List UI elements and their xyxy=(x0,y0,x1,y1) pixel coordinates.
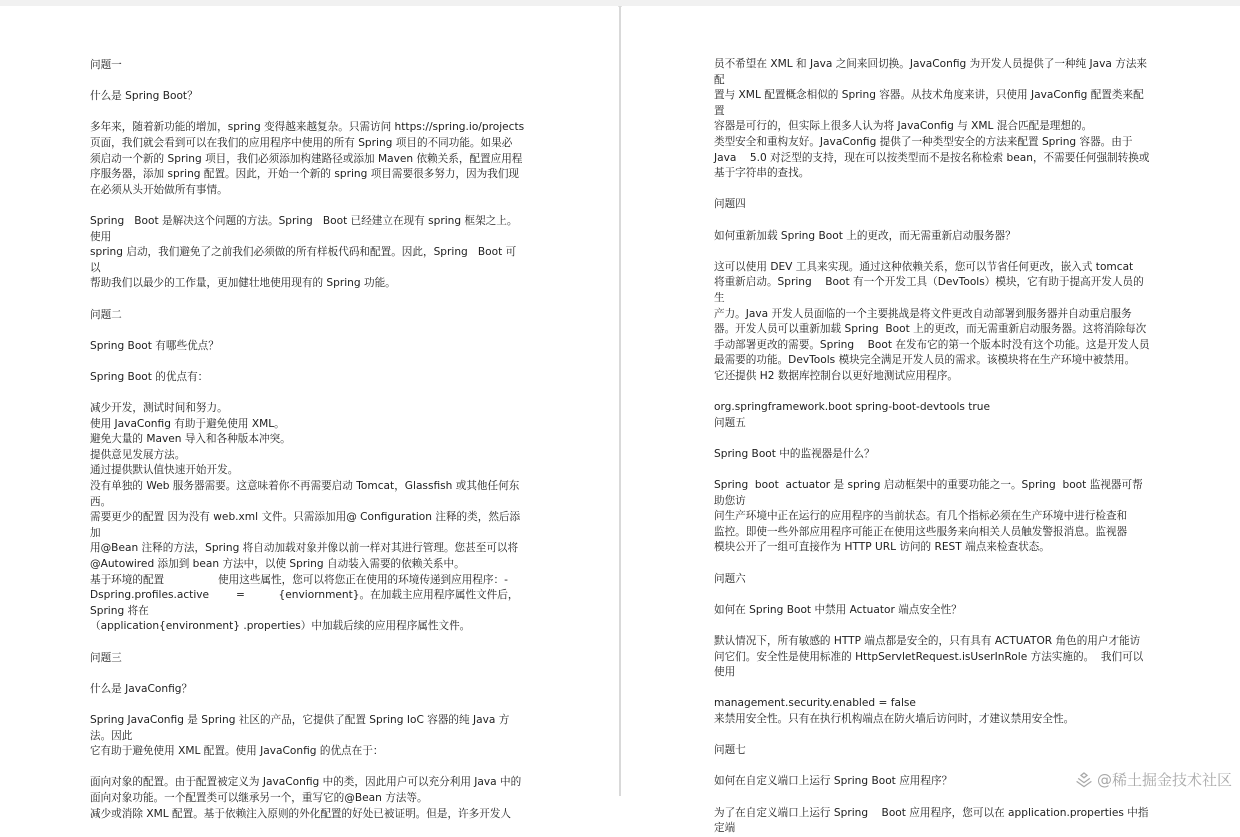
text-line: 容器是可行的，但实际上很多人认为将 JavaConfig 与 XML 混合匹配是理想的。 xyxy=(714,120,1093,133)
text-line: 序服务器，添加 spring 配置。因此，开始一个新的 spring 项目需要很多努力，因为我们现 xyxy=(90,168,520,181)
blank-line xyxy=(714,728,1150,744)
text-line: 如何重新加载 Spring Boot 上的更改，而无需重新启动服务器？ xyxy=(714,229,1016,242)
right-page-text-column xyxy=(714,57,1150,837)
text-line: 默认情况下，所有敏感的 HTTP 端点都是安全的，只有具有 ACTUATOR 角色的用户才能访 xyxy=(714,634,1141,647)
blank-line xyxy=(714,431,1150,447)
blank-line xyxy=(90,105,526,121)
text-line: 问题一 xyxy=(90,59,122,71)
blank-line xyxy=(90,760,526,776)
text-line: Spring Boot 中的监视器是什么？ xyxy=(714,447,875,460)
text-line: 类型安全和重构友好。JavaConfig 提供了一种类型安全的方法来配置 Spring 容器。由于 xyxy=(714,135,1133,148)
text-line: 基于字符串的查找。 xyxy=(714,167,810,180)
text-line: 模块公开了一组可直接作为 HTTP URL 访问的 REST 端点来检查状态。 xyxy=(714,541,1050,554)
text-line: 如何在 Spring Boot 中禁用 Actuator 端点安全性？ xyxy=(714,603,962,616)
text-line: 什么是 JavaConfig？ xyxy=(90,682,193,695)
blank-line xyxy=(714,790,1150,806)
left-page-text-column xyxy=(90,58,526,822)
blank-line xyxy=(714,244,1150,260)
text-line: （application{environment} .properties）中加载后续的应用程序属性文件。 xyxy=(90,620,471,633)
text-line: @Autowired 添加到 bean 方法中，以使 Spring 自动装入需要的依赖关系中。 xyxy=(90,558,465,570)
text-line: Spring Boot 的优点有： xyxy=(90,370,209,383)
page-divider xyxy=(619,6,621,796)
text-line: 它还提供 H2 数据库控制台以更好地测试应用程序。 xyxy=(714,369,958,382)
blank-line xyxy=(714,587,1150,603)
text-line: 须启动一个新的 Spring 项目，我们必须添加构建路径或添加 Maven 依赖关系，配置应用程 xyxy=(90,152,523,165)
text-line: 减少或消除 XML 配置。基于依赖注入原则的外化配置的好处已被证明。但是，许多开发人 xyxy=(90,807,511,820)
text-line: 为了在自定义端口上运行 Spring Boot 应用程序，您可以在 application.properties 中指定端 xyxy=(714,806,1149,835)
text-line: 问题二 xyxy=(90,308,122,321)
text-line: org.springframework.boot spring-boot-devtools true xyxy=(714,401,991,414)
blank-line xyxy=(90,635,526,651)
blank-line xyxy=(714,556,1150,572)
document-page-right xyxy=(622,6,1240,835)
blank-line xyxy=(714,462,1150,478)
text-line: Spring boot actuator 是 spring 启动框架中的重要功能之一。Spring boot 监视器可帮助您访 xyxy=(714,479,1143,507)
text-line: 用@Bean 注释的方法，Spring 将自动加载对象并像以前一样对其进行管理。您甚至可以将 xyxy=(90,542,519,555)
blank-line xyxy=(714,384,1150,400)
blank-line xyxy=(90,323,526,339)
blank-line xyxy=(90,74,526,90)
text-line: management.security.enabled = false xyxy=(714,697,916,710)
blank-line xyxy=(90,354,526,370)
text-line: 问题七 xyxy=(714,744,746,757)
text-line: 提供意见发展方法。 xyxy=(90,448,186,461)
text-line: 页面，我们就会看到可以在我们的应用程序中使用的所有 Spring 项目的不同功能。如果必 xyxy=(90,136,513,149)
text-line: 将重新启动。Spring Boot 有一个开发工具（DevTools）模块，它有助于提高开发人员的生 xyxy=(714,276,1144,304)
watermark-text: @稀土掘金技术社区 xyxy=(1096,771,1232,789)
text-line: 使用 JavaConfig 有助于避免使用 XML。 xyxy=(90,417,285,430)
text-line: 问题六 xyxy=(714,572,746,585)
text-line: 如何在自定义端口上运行 Spring Boot 应用程序？ xyxy=(714,775,953,788)
text-line: 基于环境的配置 使用这些属性，您可以将您正在使用的环境传递到应用程序：- xyxy=(90,573,508,586)
blank-line xyxy=(714,213,1150,229)
text-line: 最需要的功能。DevTools 模块完全满足开发人员的需求。该模块将在生产环境中被禁用。 xyxy=(714,354,1136,367)
blank-line xyxy=(714,618,1150,634)
text-line: 手动部署更改的需要。Spring Boot 在发布它的第一个版本时没有这个功能。这是开发人员 xyxy=(714,338,1150,351)
blank-line xyxy=(714,681,1150,697)
text-line: 问题三 xyxy=(90,651,122,664)
text-line: 面向对象功能。一个配置类可以继承另一个，重写它的@Bean 方法等。 xyxy=(90,791,428,804)
text-line: 西。 xyxy=(90,495,112,508)
text-line: 员不希望在 XML 和 Java 之间来回切换。JavaConfig 为开发人员提供了一种纯 Java 方法来配 xyxy=(714,58,1148,86)
text-line: 什么是 Spring Boot？ xyxy=(90,90,198,103)
text-line: 置与 XML 配置概念相似的 Spring 容器。从技术角度来讲，只使用 JavaConfig 配置类来配置 xyxy=(714,89,1144,117)
text-line: 器。开发人员可以重新加载 Spring Boot 上的更改，而无需重新启动服务器。这将消除每次 xyxy=(714,323,1147,336)
text-line: Dspring.profiles.active = {enviornment}。在加载主应用程序属性文件后，Spring 将在 xyxy=(90,589,519,617)
blank-line xyxy=(90,198,526,214)
text-line: 多年来，随着新功能的增加，spring 变得越来越复杂。只需访问 https://spring.io/projects xyxy=(90,121,525,134)
text-line: 它有助于避免使用 XML 配置。使用 JavaConfig 的优点在于： xyxy=(90,745,384,758)
watermark xyxy=(1075,769,1232,790)
text-line: Spring Boot 是解决这个问题的方法。Spring Boot 已经建立在现有 spring 框架之上。使用 xyxy=(90,214,518,243)
blank-line xyxy=(90,385,526,401)
text-line: Spring JavaConfig 是 Spring 社区的产品，它提供了配置 Spring IoC 容器的纯 Java 方法。因此 xyxy=(90,713,510,742)
text-line: 帮助我们以最少的工作量，更加健壮地使用现有的 Spring 功能。 xyxy=(90,277,396,290)
text-line: Spring Boot 有哪些优点？ xyxy=(90,339,219,352)
text-line: 问题四 xyxy=(714,198,746,211)
text-line: 避免大量的 Maven 导入和各种版本冲突。 xyxy=(90,433,291,446)
blank-line xyxy=(90,697,526,713)
text-line: 产力。Java 开发人员面临的一个主要挑战是将文件更改自动部署到服务器并自动重启服务 xyxy=(714,307,1132,320)
text-line: 问它们。安全性是使用标准的 HttpServletRequest.isUserInRole 方法实施的。 我们可以使用 xyxy=(714,650,1144,679)
text-line: 面向对象的配置。由于配置被定义为 JavaConfig 中的类，因此用户可以充分利用 Java 中的 xyxy=(90,776,522,789)
text-line: 问生产环境中正在运行的应用程序的当前状态。有几个指标必须在生产环境中进行检查和 xyxy=(714,510,1128,523)
text-line: 没有单独的 Web 服务器需要。这意味着你不再需要启动 Tomcat，Glassfish 或其他任何东 xyxy=(90,480,520,493)
text-line: 监控。即使一些外部应用程序可能正在使用这些服务来向相关人员触发警报消息。监视器 xyxy=(714,525,1128,538)
text-line: spring 启动，我们避免了之前我们必须做的所有样板代码和配置。因此，Spring Boot 可以 xyxy=(90,246,517,274)
document-page-left xyxy=(0,6,618,820)
blank-line xyxy=(90,666,526,682)
text-line: Java 5.0 对泛型的支持，现在可以按类型而不是按名称检索 bean，不需要任何强制转换或 xyxy=(714,151,1150,164)
text-line: 这可以使用 DEV 工具来实现。通过这种依赖关系，您可以节省任何更改，嵌入式 tomcat xyxy=(714,260,1134,273)
text-line: 通过提供默认值快速开始开发。 xyxy=(90,464,239,477)
text-line: 来禁用安全性。只有在执行机构端点在防火墙后访问时，才建议禁用安全性。 xyxy=(714,712,1075,725)
text-line: 减少开发，测试时间和努力。 xyxy=(90,402,228,415)
text-line: 在必须从头开始做所有事情。 xyxy=(90,183,228,196)
blank-line xyxy=(714,182,1150,198)
text-line: 问题五 xyxy=(714,416,746,429)
text-line: 需要更少的配置 因为没有 web.xml 文件。只需添加用@ Configuration 注释的类，然后添加 xyxy=(90,511,521,539)
juejin-logo-icon xyxy=(1075,771,1093,789)
blank-line xyxy=(90,292,526,308)
